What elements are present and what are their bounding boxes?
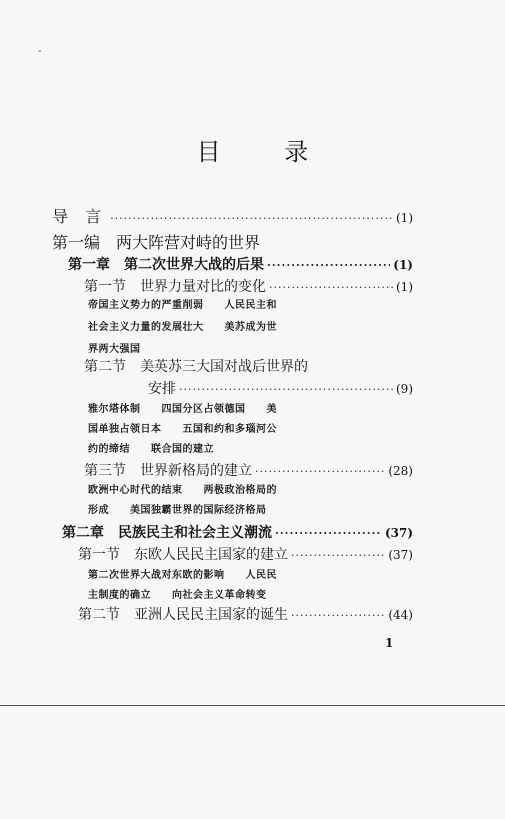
toc-chapter-1-page: (1) <box>393 258 413 272</box>
toc-intro-page: (1) <box>396 211 413 225</box>
toc-section-1-label: 第一节 世界力量对比的变化 <box>84 279 266 295</box>
toc-chapter-1-label: 第一章 第二次世界大战的后果 <box>68 257 264 273</box>
toc-intro[interactable] <box>52 204 413 227</box>
toc-section-4-label: 第一节 东欧人民民主国家的建立 <box>78 547 288 563</box>
leader-dots <box>291 609 385 622</box>
margin-mark: - <box>38 46 42 57</box>
leader-dots <box>275 527 382 540</box>
leader-dots <box>267 259 390 272</box>
page-title: 目 录 <box>196 138 337 166</box>
page-number: 1 <box>385 636 394 650</box>
toc-section-5-label: 第二节 亚洲人民民主国家的诞生 <box>78 607 288 623</box>
toc-section-5-page: (44) <box>388 608 413 622</box>
toc-section-3-subtopics-line: 欧洲中心时代的结束 两极政治格局的 <box>88 485 277 496</box>
toc-section-2-subtopics-line: 约的缔结 联合国的建立 <box>88 444 214 455</box>
toc-section-2-page: (9) <box>396 382 413 396</box>
toc-section-1-subtopics-line: 界两大强国 <box>88 344 141 355</box>
leader-dots <box>255 465 385 478</box>
toc-part-1[interactable]: 第一编 两大阵营对峙的世界 <box>52 233 261 252</box>
leader-dots <box>291 549 385 562</box>
toc-section-4[interactable] <box>78 544 413 564</box>
toc-chapter-2[interactable] <box>62 522 413 542</box>
bottom-rule <box>0 705 505 706</box>
toc-section-2-subtopics-line: 国单独占领日本 五国和约和多瑙河公 <box>88 424 277 435</box>
toc-chapter-1[interactable] <box>68 254 413 274</box>
toc-section-1-page: (1) <box>396 280 413 294</box>
leader-dots <box>269 281 393 294</box>
leader-dots <box>110 212 393 225</box>
leader-dots <box>179 383 393 396</box>
toc-section-4-subtopics-line: 第二次世界大战对东欧的影响 人民民 <box>88 570 277 581</box>
toc-section-4-page: (37) <box>388 548 413 562</box>
toc-section-3-label: 第三节 世界新格局的建立 <box>84 463 252 479</box>
toc-section-3[interactable] <box>84 460 413 480</box>
toc-section-2-label-line2: 安排 <box>148 381 176 397</box>
toc-section-1-subtopics-line: 社会主义力量的发展壮大 美苏成为世 <box>88 322 277 333</box>
toc-section-4-subtopics-line: 主制度的确立 向社会主义革命转变 <box>88 590 267 601</box>
toc-chapter-2-label: 第二章 民族民主和社会主义潮流 <box>62 525 272 541</box>
toc-section-1[interactable] <box>84 276 413 296</box>
toc-section-1-subtopics-line: 帝国主义势力的严重削弱 人民民主和 <box>88 300 277 311</box>
toc-chapter-2-page: (37) <box>384 526 413 540</box>
toc-section-2-subtopics-line: 雅尔塔体制 四国分区占领德国 美 <box>88 404 277 415</box>
toc-section-2[interactable] <box>148 378 413 398</box>
toc-intro-label: 导 言 <box>52 207 108 226</box>
toc-section-2-label-line1[interactable]: 第二节 美英苏三大国对战后世界的 <box>84 359 308 375</box>
toc-section-3-subtopics-line: 形成 美国独霸世界的国际经济格局 <box>88 505 267 516</box>
toc-section-3-page: (28) <box>388 464 413 478</box>
toc-section-5[interactable] <box>78 604 413 624</box>
